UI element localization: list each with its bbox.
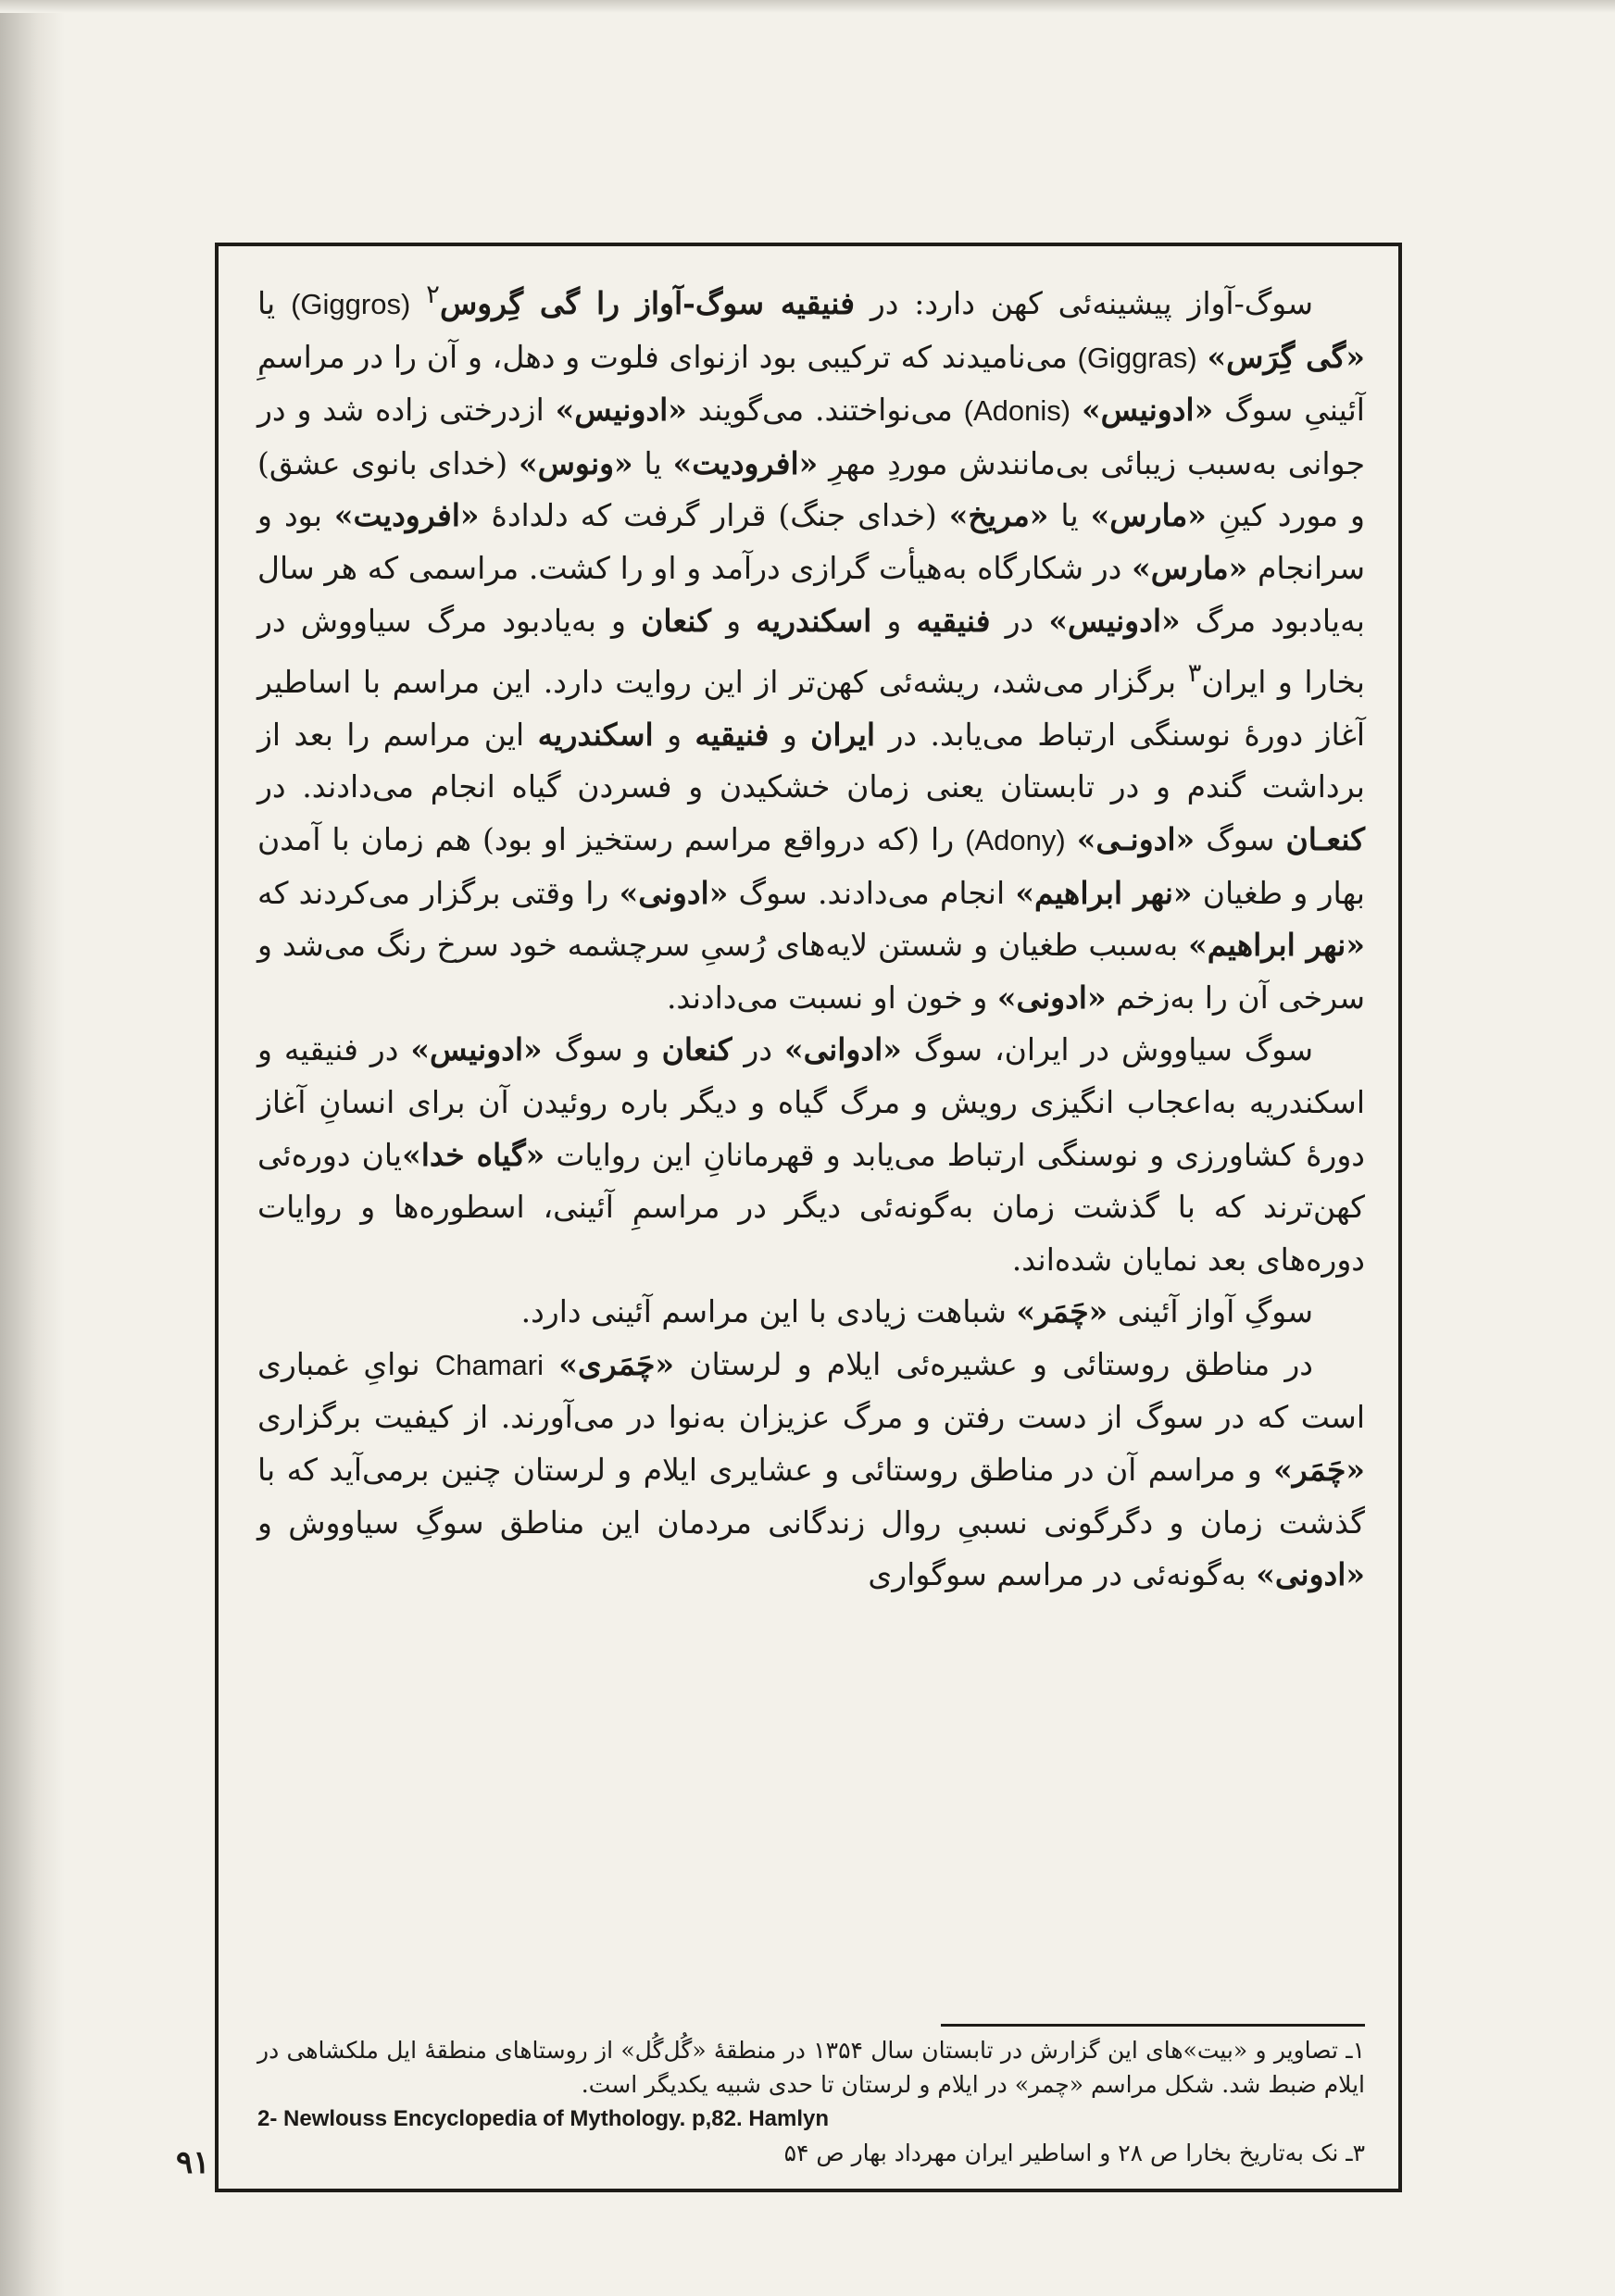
scan-left-edge-shadow: [0, 0, 65, 2296]
footnote-1: ۱ـ تصاویر و «بیت»های این گزارش در تابستان سال ۱۳۵۴ در منطقهٔ «گُل‌گُل» از روستاهای منطقهٔ ایل ملکشاهی در ایلام ضبط شد. شکل مراسم «چمر» در ایلام و لرستان تا حدی شبیه یکدیگر است.: [257, 2037, 1365, 2098]
footnotes: [257, 2033, 1365, 2170]
footnote-divider: [941, 2024, 1365, 2027]
scan-top-edge-shadow: [0, 0, 1615, 13]
page-number: ۹۱: [176, 2144, 210, 2181]
footnote-2: 2- Newlouss Encyclopedia of Mythology. p,82. Hamlyn: [257, 2106, 830, 2131]
footnote-3: ۳ـ نک به‌تاریخ بخارا ص ۲۸ و اساطیر ایران مهرداد بهار ص ۵۴: [783, 2140, 1365, 2166]
paragraph-2: سوگ سیاووش در ایران، سوگ «ادوانی» در کنعان و سوگ «ادونیس» در فنیقیه و اسکندریه به‌اعجاب انگیزی رویش و مرگ گیاه و دیگر باره روئیدن آن برای انسانِ آغاز دورهٔ کشاورزی و نوسنگی ارتباط می‌یابد و قهرمانانِ این روایات «گیاه خدا»یان دوره‌ئی کهن‌ترند که با گذشت زمان به‌گونه‌ئی دیگر در مراسمِ آئینی، اسطوره‌ها و روایات دوره‌های بعد نمایان شده‌اند.: [257, 1031, 1365, 1278]
paragraph-3: سوگِ آواز آئینی «چَمَر» شباهت زیادی با این مراسم آئینی دارد.: [520, 1293, 1313, 1330]
main-text: [257, 268, 1365, 1602]
paragraph-4: در مناطق روستائی و عشیره‌ئی ایلام و لرستان «چَمَری» Chamari نوایِ غمباری است که در سوگ از دست رفتن و مرگ عزیزان به‌نوا در می‌آورند. از کیفیت برگزاری «چَمَر» و مراسم آن در مناطق روستائی و عشایری ایلام و لرستان چنین برمی‌آید که با گذشت زمان و دگرگونی نسبیِ روال زندگانی مردمان این مناطق سوگِ سیاووش و «ادونی» به‌گونه‌ئی در مراسم سوگواری: [257, 1345, 1365, 1593]
paragraph-1: سوگ-آواز پیشینه‌ئی کهن دارد: در فنیقیه سوگ-آواز را گی گِروس$^۲$ (Giggros) یا «گی گِرَس» (Giggras) می‌نامیدند که ترکیبی بود ازنوای فلوت و دهل، و آن را در مراسمِ آئینیِ سوگ «ادونیس» (Adonis) می‌نواختند. می‌گویند «ادونیس» ازدرختی زاده شد و در جوانی به‌سبب زیبائی بی‌مانندش موردِ مهرِ «افرودیت» یا «ونوس» (خدای بانوی عشق) و مورد کینِ «مارس» یا «مریخ» (خدای جنگ) قرار گرفت که دلدادهٔ «افرودیت» بود و سرانجام «مارس» در شکارگاه به‌هیأت گرازی درآمد و او را کشت. مراسمی که هر سال به‌یادبود مرگ «ادونیس» در فنیقیه و اسکندریه و کنعان و به‌یادبود مرگ سیاووش در بخارا و ایران$^۳$ برگزار می‌شد، ریشه‌ئی کهن‌تر از این روایت دارد. این مراسم با اساطیر آغاز دورهٔ نوسنگی ارتباط می‌یابد. در ایران و فنیقیه و اسکندریه این مراسم را بعد از برداشت گندم و در تابستان یعنی زمان خشکیدن و فسردن گیاه انجام می‌دادند. در کنعـان سوگ «ادونـی» (Adony) را (که درواقع مراسم رستخیز او بود) هم زمان با آمدن بهار و طغیان «نهر ابراهیم» انجام می‌دادند. سوگ «ادونی» را وقتی برگزار می‌کردند که «نهر ابراهیم» به‌سبب طغیان و شستن لایه‌های رُسیِ سرچشمه خود سرخ رنگ می‌شد و سرخی آن را به‌زخم «ادونی» و خون او نسبت می‌دادند.: [257, 280, 1366, 1016]
